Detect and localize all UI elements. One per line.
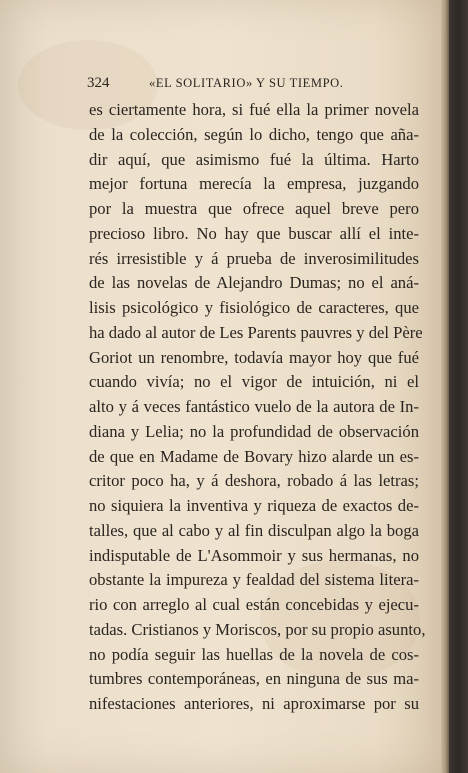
running-title: «EL SOLITARIO» Y SU TIEMPO. xyxy=(149,76,344,90)
page-number: 324 xyxy=(87,75,110,91)
text-line: de que en Madame de Bovary hizo alarde un es- xyxy=(89,446,419,466)
text-line: lisis psicológico y fisiológico de caracteres, que xyxy=(89,298,419,317)
text-line: obstante la impureza y fealdad del sistema litera- xyxy=(89,570,419,590)
text-line: de la colección, según lo dicho, tengo que aña- xyxy=(89,124,419,144)
text-line: no podía seguir las huellas de la novela de cos- xyxy=(89,644,419,664)
text-line: Goriot un renombre, todavía mayor hoy que fué xyxy=(89,347,419,367)
text-line: es ciertamente hora, si fué ella la primer novela xyxy=(89,100,419,119)
text-line: dir aquí, que asimismo fué la última. Harto xyxy=(89,149,419,169)
text-line: indisputable de L'Asommoir y sus hermanas, no xyxy=(89,545,419,565)
book-spine xyxy=(449,0,468,773)
text-line: por la muestra que ofrece aquel breve pero xyxy=(89,199,419,218)
text-line: cuando vivía; no el vigor de intuición, ni el xyxy=(89,372,419,392)
text-line: no siquiera la inventiva y riqueza de exactos de- xyxy=(89,496,419,515)
page-header xyxy=(87,75,417,95)
text-line: de las novelas de Alejandro Dumas; no el aná- xyxy=(89,273,419,293)
text-line: rés irresistible y á prueba de inverosimilitudes xyxy=(89,248,419,268)
body-text xyxy=(89,98,426,717)
page-edge xyxy=(441,0,449,773)
text-line: ha dado al autor de Les Parents pauvres y del Père xyxy=(89,322,423,342)
text-line: critor poco ha, y á deshora, robado á las letras; xyxy=(89,471,419,491)
text-line: diana y Lelia; no la profundidad de observación xyxy=(89,421,419,441)
text-line: talles, que al cabo y al fin disculpan algo la boga xyxy=(89,520,419,540)
text-line: mejor fortuna merecía la empresa, juzgando xyxy=(89,174,419,194)
text-line: tadas. Cristianos y Moriscos, por su propio asunto, xyxy=(89,619,426,639)
text-line: rio con arreglo al cual están concebidas y ejecu- xyxy=(89,595,419,614)
text-line: tumbres contemporáneas, en ninguna de sus ma- xyxy=(89,669,419,689)
text-line: nifestaciones anteriores, ni aproximarse por su xyxy=(89,694,419,713)
text-line: precioso libro. No hay que buscar allí el inte- xyxy=(89,223,419,243)
text-line: alto y á veces fantástico vuelo de la autora de In- xyxy=(89,397,419,416)
